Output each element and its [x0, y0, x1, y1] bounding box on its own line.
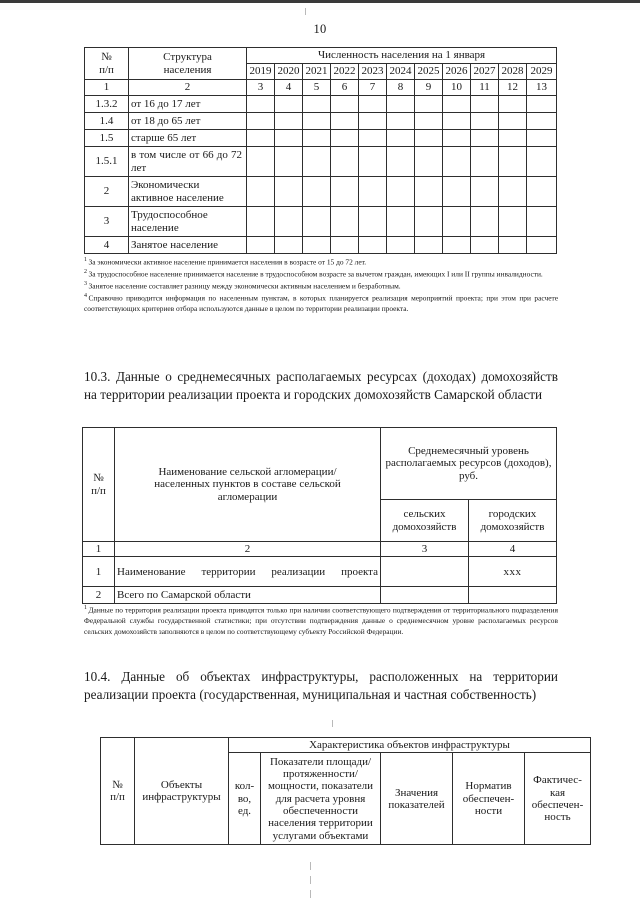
data-cell[interactable]	[471, 237, 499, 254]
header-cell-provision-norm	[453, 753, 525, 845]
row-number: 2	[83, 587, 115, 604]
data-cell[interactable]	[499, 237, 527, 254]
data-cell[interactable]	[471, 130, 499, 147]
row-number: 4	[85, 237, 129, 254]
header-cell-agglomeration-name: Наименование сельской агломерации/населенных пунктов в составе сельской агломерации	[115, 428, 381, 542]
scan-artifact-tick	[310, 862, 311, 870]
column-index: 8	[387, 80, 415, 96]
data-cell[interactable]	[359, 113, 387, 130]
data-cell[interactable]	[331, 113, 359, 130]
data-cell[interactable]	[303, 130, 331, 147]
data-cell[interactable]	[443, 96, 471, 113]
footnote-item	[84, 604, 558, 637]
actual-line2: кая	[549, 786, 566, 799]
header-cell-quantity	[229, 753, 261, 845]
data-cell[interactable]	[387, 96, 415, 113]
objects-line2: инфраструктуры	[142, 791, 221, 804]
section-number: 10.3.	[84, 369, 111, 384]
data-cell[interactable]	[443, 130, 471, 147]
header-cell-characteristics-span: Характеристика объектов инфраструктуры	[229, 738, 591, 753]
table-row	[85, 130, 557, 147]
data-cell[interactable]	[443, 237, 471, 254]
table-row	[85, 147, 557, 177]
table-row	[85, 237, 557, 254]
urban-value-cell[interactable]	[469, 587, 557, 604]
data-cell[interactable]	[443, 207, 471, 237]
header-number-line2: п/п	[110, 791, 125, 804]
section-number: 10.4.	[84, 669, 111, 684]
footnote-item	[84, 292, 558, 315]
table-row	[85, 207, 557, 237]
data-cell[interactable]	[527, 96, 557, 113]
data-cell[interactable]	[359, 96, 387, 113]
income-table	[82, 427, 557, 604]
row-number: 3	[85, 207, 129, 237]
data-cell[interactable]	[247, 96, 275, 113]
section-heading-10-3	[84, 368, 558, 404]
urban-line1: городских	[488, 508, 537, 521]
footnote-item	[84, 268, 558, 280]
row-label: Экономически активное население	[129, 177, 247, 207]
data-cell[interactable]	[359, 237, 387, 254]
rural-line2: домохозяйств	[392, 520, 457, 533]
column-index: 1	[85, 80, 129, 96]
row-number: 1	[83, 557, 115, 587]
year-cell: 2022	[331, 64, 359, 80]
row-number: 2	[85, 177, 129, 207]
data-cell[interactable]	[527, 207, 557, 237]
table-numbering-row	[85, 80, 557, 96]
data-cell[interactable]	[331, 237, 359, 254]
footnote-text: За экономически активное население принимается населения в возрасте от 15 до 72 лет.	[88, 257, 367, 267]
footnote-text: Данные по территория реализации проекта приводятся только при наличии соответствующего подтверждения от территориального подразделения Федеральной службы государственной статистики; при отсутствии подтверждения данные о среднемесячном уровне располагаемых ресурсов сельских домохозяйств заполняются в целом по соответствующему субъекту Российской Федерации.	[84, 605, 558, 636]
data-cell[interactable]	[275, 130, 303, 147]
header-number-line2: п/п	[91, 484, 106, 497]
data-cell[interactable]	[387, 177, 415, 207]
table-row	[83, 587, 557, 604]
data-cell[interactable]	[499, 113, 527, 130]
data-cell[interactable]	[415, 113, 443, 130]
data-cell[interactable]	[247, 147, 275, 177]
table-row	[83, 557, 557, 587]
column-index: 3	[247, 80, 275, 96]
data-cell[interactable]	[359, 177, 387, 207]
header-income-line2: располагаемых ресурсов (доходов), руб.	[385, 457, 552, 482]
row-label: Всего по Самарской области	[115, 587, 381, 604]
data-cell[interactable]	[331, 130, 359, 147]
data-cell[interactable]	[471, 177, 499, 207]
footnote-item	[84, 280, 558, 292]
row-number: 1.4	[85, 113, 129, 130]
footnote-marker: 3	[84, 280, 87, 287]
data-cell[interactable]	[331, 147, 359, 177]
data-cell[interactable]	[527, 113, 557, 130]
data-cell[interactable]	[275, 207, 303, 237]
scan-artifact-tick	[305, 8, 306, 15]
income-footnotes	[84, 604, 558, 637]
data-cell[interactable]	[527, 147, 557, 177]
footnote-text: Справочно приводится информация по населенным пунктам, в которых планируется реализация мероприятий проекта; при этом при расчете соответствующих критериев отбора используются данные в целом по территории реализации проекта.	[84, 293, 558, 313]
objects-line1: Объекты	[160, 778, 203, 791]
data-cell[interactable]	[415, 177, 443, 207]
footnote-text: За трудоспособное население принимается население в трудоспособном возрасте за вычетом граждан, имеющих I или II группы инвалидности.	[88, 269, 543, 279]
data-cell[interactable]	[275, 177, 303, 207]
header-cell-number	[85, 48, 129, 80]
data-cell[interactable]	[331, 207, 359, 237]
data-cell[interactable]	[303, 177, 331, 207]
actual-line3: обеспечен-	[531, 798, 584, 811]
data-cell[interactable]	[387, 207, 415, 237]
year-cell: 2025	[415, 64, 443, 80]
table-row	[85, 113, 557, 130]
norm-line2: обеспечен-	[462, 792, 515, 805]
year-cell: 2023	[359, 64, 387, 80]
urban-value-cell[interactable]: xxx	[469, 557, 557, 587]
row-label: старше 65 лет	[129, 130, 247, 147]
row-label: от 18 до 65 лет	[129, 113, 247, 130]
header-cell-rural-households	[381, 500, 469, 542]
population-footnotes	[84, 256, 558, 314]
column-index: 2	[115, 542, 381, 557]
header-cell-indicator-values	[381, 753, 453, 845]
footnote-marker: 4	[84, 292, 87, 299]
column-index: 7	[359, 80, 387, 96]
column-index: 5	[303, 80, 331, 96]
scan-artifact-tick	[310, 890, 311, 898]
data-cell[interactable]	[499, 207, 527, 237]
data-cell[interactable]	[275, 96, 303, 113]
urban-line2: домохозяйств	[480, 520, 545, 533]
data-cell[interactable]	[331, 96, 359, 113]
data-cell[interactable]	[331, 177, 359, 207]
year-cell: 2027	[471, 64, 499, 80]
data-cell[interactable]	[415, 96, 443, 113]
section-title: Данные об объектах инфраструктуры, расположенных на территории реализации проекта (государственная, муниципальная и частная собственность)	[84, 669, 558, 703]
table-header-row	[85, 48, 557, 64]
data-cell[interactable]	[275, 237, 303, 254]
header-number-line1: №	[101, 51, 112, 64]
data-cell[interactable]	[499, 147, 527, 177]
data-cell[interactable]	[471, 207, 499, 237]
header-number-line2: п/п	[99, 63, 114, 76]
data-cell[interactable]	[247, 130, 275, 147]
row-label: Наименование территории реализации проекта	[115, 557, 381, 587]
header-cell-structure	[129, 48, 247, 80]
rural-value-cell[interactable]	[381, 587, 469, 604]
header-income-line1: Среднемесячный уровень	[408, 445, 529, 458]
header-structure-line2: населения	[163, 63, 212, 76]
data-cell[interactable]	[359, 147, 387, 177]
year-cell: 2028	[499, 64, 527, 80]
header-cell-number	[101, 738, 135, 845]
header-cell-actual-provision	[525, 753, 591, 845]
column-index: 3	[381, 542, 469, 557]
column-index: 12	[499, 80, 527, 96]
table-numbering-row	[83, 542, 557, 557]
column-index: 2	[129, 80, 247, 96]
footnote-marker: 1	[84, 257, 87, 263]
row-label: Трудоспособное население	[129, 207, 247, 237]
income-table-container	[82, 427, 556, 604]
actual-line4: ность	[544, 811, 571, 824]
column-index: 4	[469, 542, 557, 557]
data-cell[interactable]	[387, 113, 415, 130]
column-index: 1	[83, 542, 115, 557]
data-cell[interactable]	[499, 130, 527, 147]
header-number-line1: №	[93, 472, 104, 485]
data-cell[interactable]	[499, 96, 527, 113]
header-cell-income-span	[381, 428, 557, 500]
year-cell: 2020	[275, 64, 303, 80]
data-cell[interactable]	[443, 177, 471, 207]
row-label: в том числе от 66 до 72 лет	[129, 147, 247, 177]
data-cell[interactable]	[415, 130, 443, 147]
data-cell[interactable]	[275, 147, 303, 177]
scan-artifact-tick	[332, 720, 333, 727]
quantity-line1: кол-	[234, 780, 255, 793]
year-cell: 2021	[303, 64, 331, 80]
data-cell[interactable]	[387, 237, 415, 254]
infrastructure-table-container	[100, 737, 584, 845]
data-cell[interactable]	[527, 237, 557, 254]
table-row	[85, 177, 557, 207]
footnote-marker: 1	[84, 605, 87, 611]
table-header-row	[83, 428, 557, 500]
population-table-container	[84, 47, 556, 254]
column-index: 6	[331, 80, 359, 96]
data-cell[interactable]	[303, 147, 331, 177]
data-cell[interactable]	[471, 147, 499, 177]
data-cell[interactable]	[247, 113, 275, 130]
data-cell[interactable]	[303, 113, 331, 130]
data-cell[interactable]	[387, 147, 415, 177]
scan-artifact-tick	[310, 876, 311, 884]
row-label: от 16 до 17 лет	[129, 96, 247, 113]
data-cell[interactable]	[247, 177, 275, 207]
column-index: 11	[471, 80, 499, 96]
header-structure-line1: Структура	[163, 51, 212, 64]
data-cell[interactable]	[471, 113, 499, 130]
norm-line1: Норматив	[465, 780, 512, 793]
data-cell[interactable]	[415, 237, 443, 254]
year-cell: 2029	[527, 64, 557, 80]
row-label: Занятое население	[129, 237, 247, 254]
population-table	[84, 47, 557, 254]
rural-line1: сельских	[403, 508, 446, 521]
infrastructure-table	[100, 737, 591, 845]
row-number: 1.3.2	[85, 96, 129, 113]
values-line1: Значения	[394, 786, 439, 799]
header-cell-infrastructure-objects	[135, 738, 229, 845]
scan-edge	[0, 0, 640, 3]
footnote-item	[84, 256, 558, 268]
norm-line3: ности	[474, 804, 503, 817]
rural-value-cell[interactable]	[381, 557, 469, 587]
data-cell[interactable]	[303, 237, 331, 254]
row-number: 1.5	[85, 130, 129, 147]
header-cell-indicators: Показатели площади/протяженности/ мощности, показатели для расчета уровня обеспеченности населения территории услугами объектами	[261, 753, 381, 845]
data-cell[interactable]	[527, 177, 557, 207]
table-header-row	[101, 738, 591, 753]
data-cell[interactable]	[247, 237, 275, 254]
year-cell: 2026	[443, 64, 471, 80]
data-cell[interactable]	[303, 207, 331, 237]
data-cell[interactable]	[303, 96, 331, 113]
page-number: 10	[313, 22, 327, 36]
section-title: Данные о среднемесячных располагаемых ресурсах (доходах) домохозяйств на территории реализации проекта и городских домохозяйств Самарской области	[84, 369, 558, 403]
column-index: 10	[443, 80, 471, 96]
data-cell[interactable]	[443, 113, 471, 130]
column-index: 4	[275, 80, 303, 96]
data-cell[interactable]	[415, 147, 443, 177]
data-cell[interactable]	[387, 130, 415, 147]
quantity-line3: ед.	[237, 804, 252, 817]
actual-line1: Фактичес-	[533, 774, 582, 787]
data-cell[interactable]	[499, 177, 527, 207]
data-cell[interactable]	[275, 113, 303, 130]
data-cell[interactable]	[359, 207, 387, 237]
quantity-line2: во,	[237, 792, 252, 805]
data-cell[interactable]	[471, 96, 499, 113]
header-cell-number	[83, 428, 115, 542]
header-cell-urban-households	[469, 500, 557, 542]
data-cell[interactable]	[247, 207, 275, 237]
data-cell[interactable]	[527, 130, 557, 147]
header-cell-population-span: Численность населения на 1 января	[247, 48, 557, 64]
row-number: 1.5.1	[85, 147, 129, 177]
header-number-line1: №	[112, 778, 123, 791]
data-cell[interactable]	[443, 147, 471, 177]
section-heading-10-4	[84, 668, 558, 704]
footnote-text: Занятое население составляет разницу между экономически активным населением и безработным.	[88, 281, 401, 291]
year-cell: 2024	[387, 64, 415, 80]
data-cell[interactable]	[415, 207, 443, 237]
data-cell[interactable]	[359, 130, 387, 147]
footnote-marker: 2	[84, 268, 87, 275]
table-row	[85, 96, 557, 113]
column-index: 9	[415, 80, 443, 96]
year-cell: 2019	[247, 64, 275, 80]
values-line2: показателей	[388, 798, 445, 811]
column-index: 13	[527, 80, 557, 96]
